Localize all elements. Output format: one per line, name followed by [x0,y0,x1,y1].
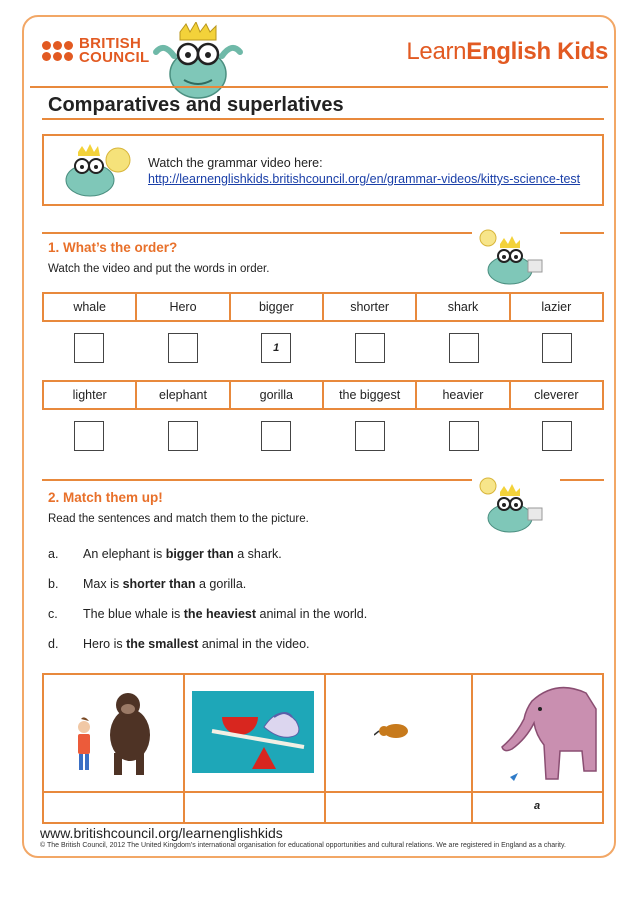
monster-mascot-icon [150,22,246,102]
sentence-letter: b. [48,577,59,591]
word-cell: shorter [322,294,415,320]
answer-box[interactable] [74,421,104,451]
boy-and-gorilla-picture [70,687,160,779]
answer-row-2 [42,421,604,455]
elephant-picture [496,679,600,787]
page-title: Comparatives and superlatives [48,94,344,116]
word-cell: whale [73,300,106,314]
sentence-letter: a. [48,547,59,561]
sentence-item [48,637,310,651]
british-council-dots-icon [42,41,73,61]
sentence-text: animal in the world. [256,607,368,621]
word-cell: lazier [509,294,602,320]
word-cell: elephant [135,382,228,408]
answer-box[interactable]: 1 [261,333,291,363]
word-cell: the biggest [322,382,415,408]
lek-logo-learn: Learn [406,38,467,65]
sentence-text: Hero is [83,637,127,651]
sentence-text: a shark. [233,547,282,561]
answer-box[interactable] [449,333,479,363]
sentence-bold: the smallest [126,637,199,651]
answer-box[interactable] [542,333,572,363]
picture-table [42,673,604,824]
word-row-1 [42,292,604,322]
answer-box[interactable] [355,333,385,363]
bc-logo-line1: BRITISH [79,35,142,52]
sentence-letter: d. [48,637,59,651]
sentence-item [48,547,282,561]
section1-top-line [42,232,472,234]
monster-reading-icon [474,474,548,536]
word-cell: lighter [72,388,107,402]
lek-logo-kids: Kids [550,38,608,65]
sentence-text: animal in the video. [198,637,310,651]
sentence-text: a gorilla. [195,577,247,591]
section2-title: 2. Match them up! [48,490,163,505]
answer-box[interactable] [74,333,104,363]
sentence-bold: bigger than [165,547,234,561]
header-divider [30,86,608,88]
section2-top-line-right [560,479,604,481]
word-cell: cleverer [509,382,602,408]
video-link[interactable]: http://learnenglishkids.britishcouncil.org/en/grammar-videos/kittys-science-test [148,172,581,186]
monster-scientist-icon [60,142,132,198]
whale-seesaw-picture [192,691,314,773]
british-council-logo [42,37,149,65]
monster-reading-icon [474,226,548,288]
video-instruction: Watch the grammar video here: [148,156,323,170]
answer-box[interactable] [261,421,291,451]
sentence-bold: the heaviest [183,607,257,621]
section2-instruction: Read the sentences and match them to the picture. [48,513,309,525]
word-cell: gorilla [229,382,322,408]
sentence-text: An elephant is [83,547,166,561]
small-animal-picture [374,719,414,743]
section1-instruction: Watch the video and put the words in order. [48,263,270,275]
footer-copyright: © The British Council, 2012 The United Kingdom’s international organisation for educational opportunities and cultural relations. We are registered in England as a charity. [40,842,566,849]
word-cell: shark [415,294,508,320]
sentence-text: The blue whale is [83,607,184,621]
word-cell: Hero [135,294,228,320]
sentence-item [48,577,246,591]
bc-logo-line2: COUNCIL [79,49,150,66]
section1-top-line-right [560,232,604,234]
title-underline [42,118,604,120]
picture-answer: a [534,800,541,812]
word-cell: bigger [229,294,322,320]
answer-box[interactable] [449,421,479,451]
lek-logo-english: English [466,38,551,65]
sentence-text: Max is [83,577,123,591]
word-cell: heavier [415,382,508,408]
footer-url[interactable]: www.britishcouncil.org/learnenglishkids [40,825,283,841]
sentence-bold: shorter than [122,577,196,591]
section1-title: 1. What’s the order? [48,240,178,255]
answer-box[interactable] [542,421,572,451]
sentence-item [48,607,367,621]
learnenglish-kids-logo [406,38,608,66]
answer-row-1 [42,333,604,367]
answer-box[interactable] [168,421,198,451]
answer-box[interactable] [355,421,385,451]
word-row-2 [42,380,604,410]
sentence-letter: c. [48,607,58,621]
section2-top-line [42,479,472,481]
answer-box[interactable] [168,333,198,363]
